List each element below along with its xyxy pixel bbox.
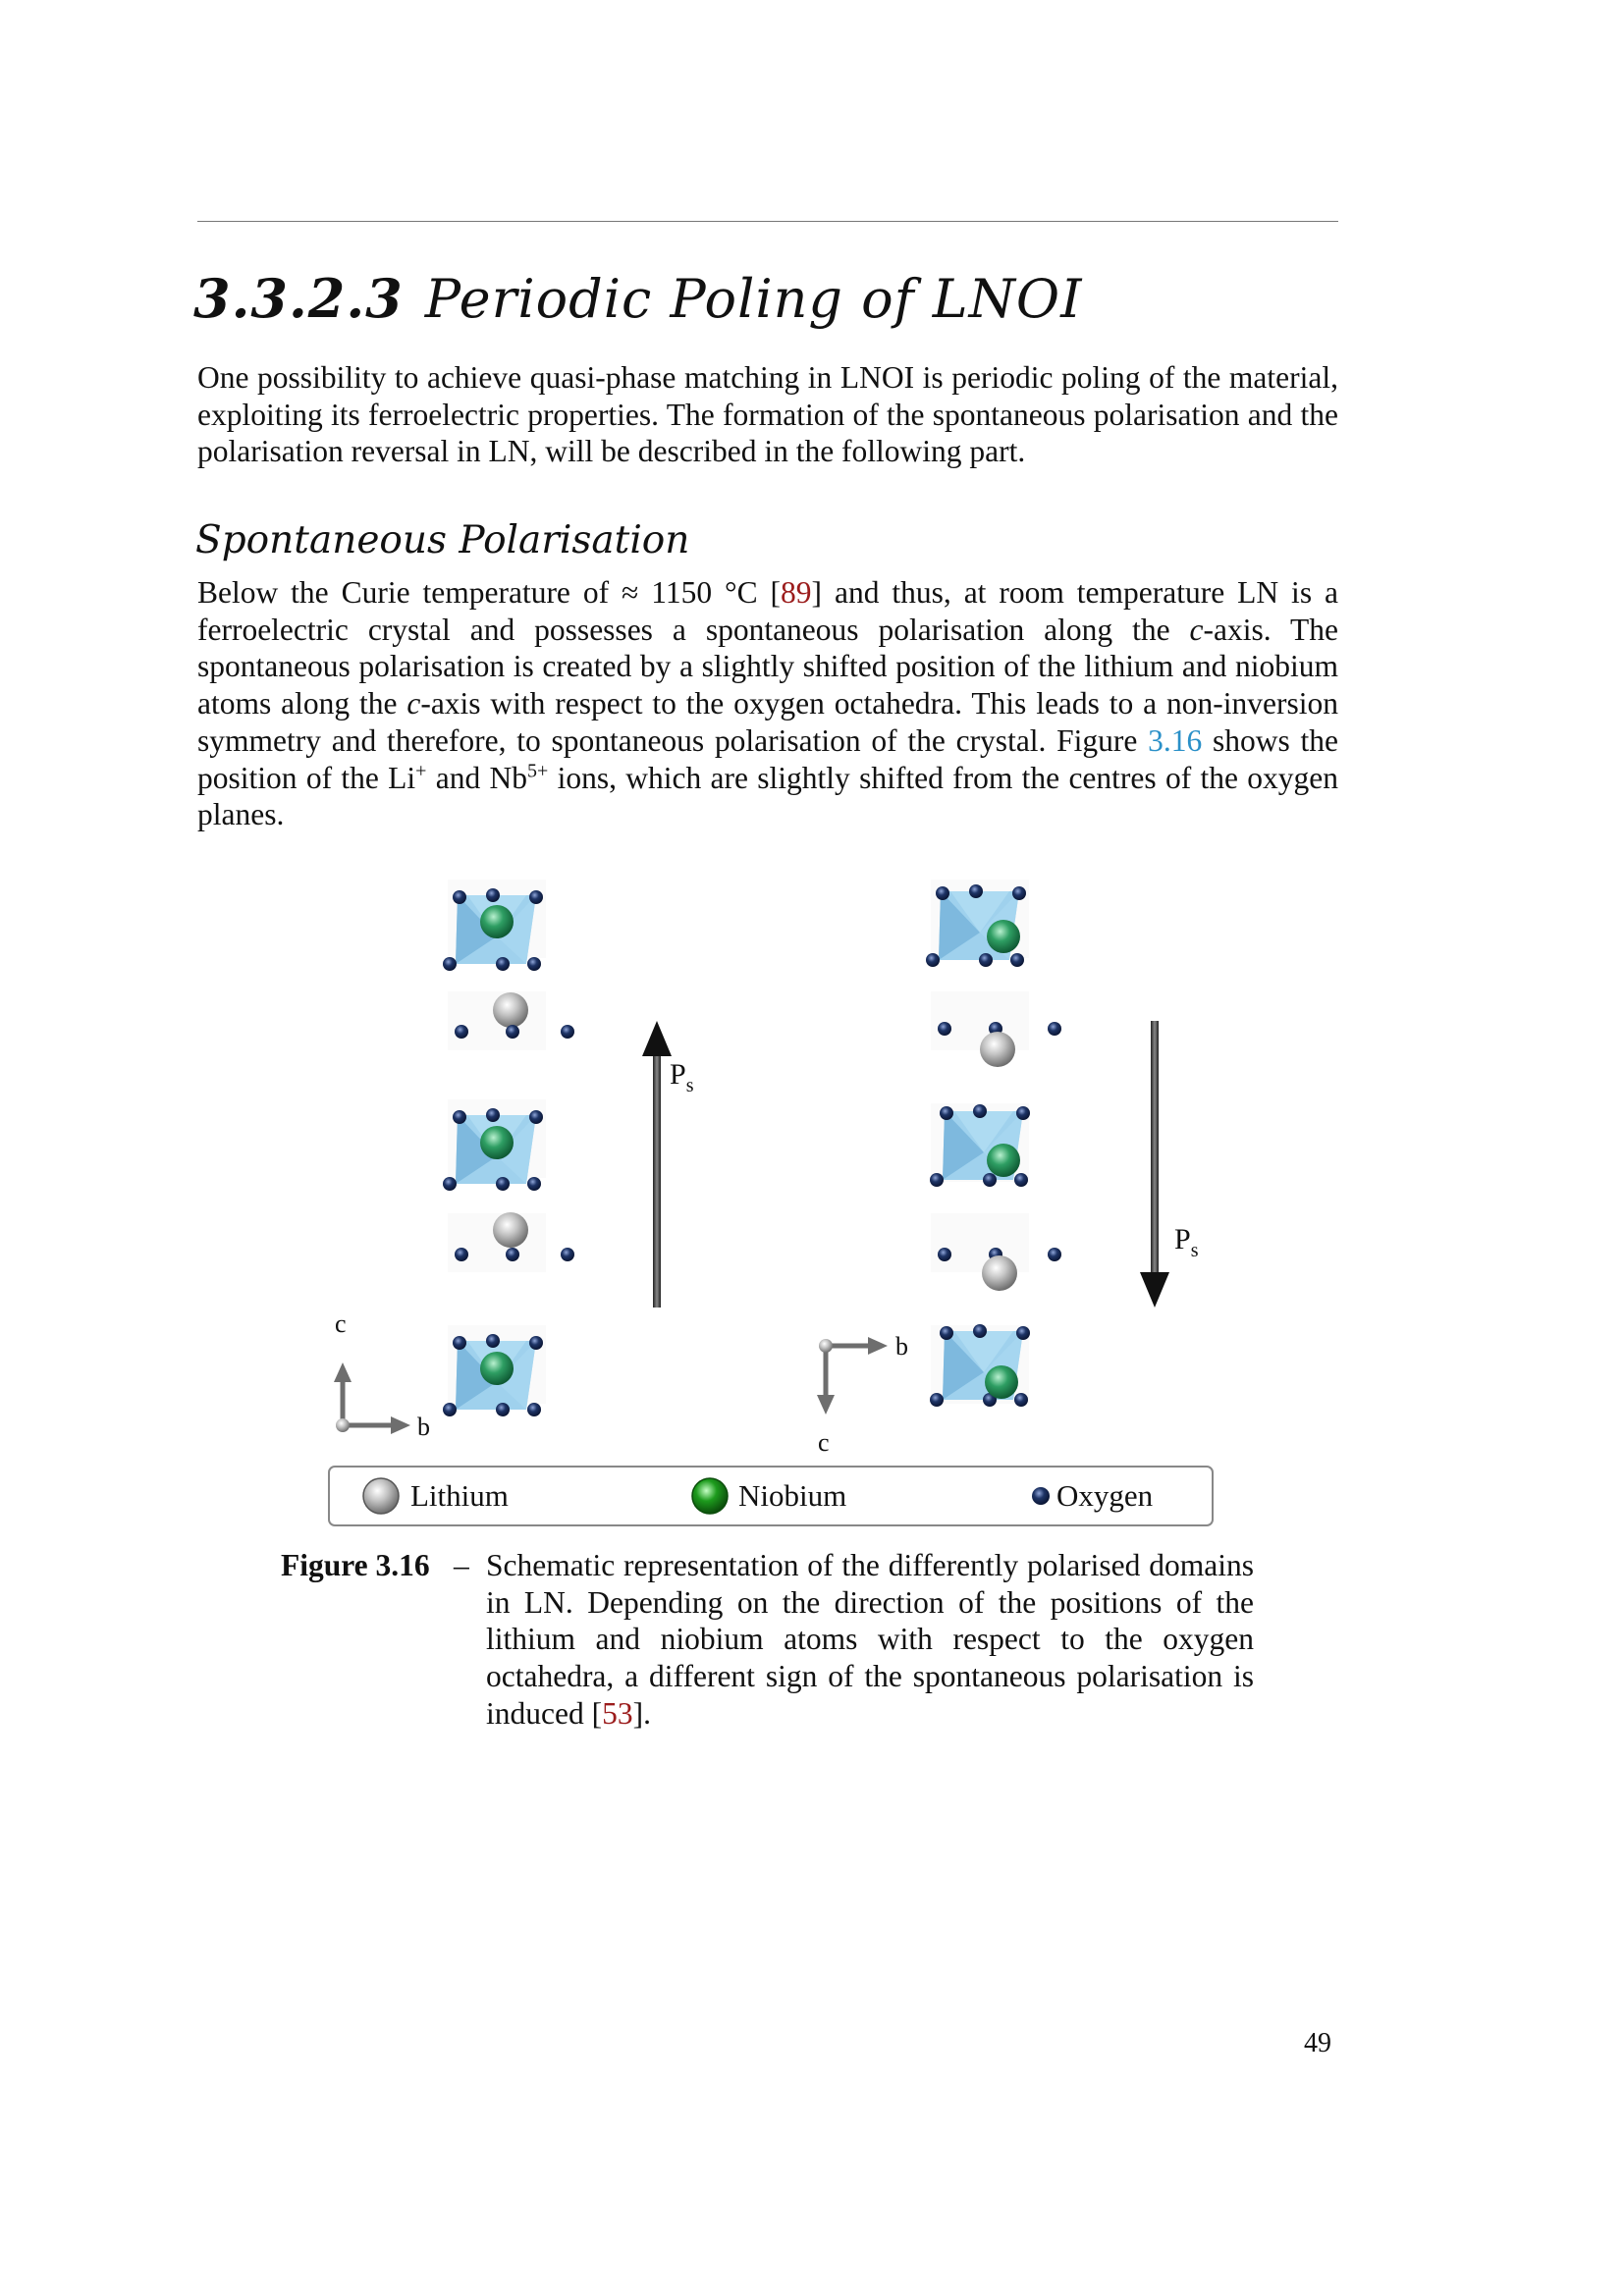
legend-niobium: Niobium	[738, 1478, 847, 1513]
axis-c-label-right: c	[818, 1428, 830, 1457]
ps-label-up: $P_s$	[670, 1058, 694, 1096]
intro-paragraph: One possibility to achieve quasi-phase matching in LNOI is periodic poling of the material, exploiting its ferroelectric properties. The formation of the spontaneous polarisation and the polarisation reversal in LN, will be described in the following part.	[197, 360, 1338, 469]
section-title: Periodic Poling of LNOI	[424, 268, 1083, 330]
polarisation-arrow-down	[1140, 1021, 1199, 1308]
figure-3-16	[324, 864, 1227, 1531]
axis-left	[334, 1309, 430, 1441]
header-rule	[197, 221, 1338, 222]
section-heading	[193, 267, 1083, 330]
axis-b-label-right: b	[895, 1332, 908, 1361]
left-domain	[443, 880, 574, 1416]
axis-c-label-left: c	[335, 1309, 347, 1338]
axis-right	[817, 1332, 908, 1457]
citation-link[interactable]: 89	[781, 575, 812, 610]
caption-text: Schematic representation of the differently polarised domains in LN. Depending on the direction of the positions of the lithium and niobium atoms with respect to the oxygen octahedra, a different sign of the spontaneous polarisation is induced [53].	[486, 1548, 1254, 1731]
crystal-structure-figure	[324, 864, 1227, 1531]
page-number: 49	[1304, 2028, 1331, 2058]
body-paragraph: Below the Curie temperature of ≈ 1150 °C [89] and thus, at room temperature LN is a ferroelectric crystal and possesses a spontaneous polarisation along the c-axis. The spontaneous polarisation is created by a slightly shifted position of the lithium and niobium atoms along the c-axis with respect to the oxygen octahedra. This leads to a non-inversion symmetry and therefore, to spontaneous polarisation of the crystal. Figure 3.16 shows the position of the Li+ and $Nb^{5+}$ ions, which are slightly shifted from the centres of the oxygen planes.	[197, 575, 1339, 832]
right-domain	[926, 880, 1061, 1407]
subsection-heading: Spontaneous Polarisation	[195, 518, 690, 562]
axis-b-label-left: b	[417, 1413, 430, 1441]
ps-label-down: $P_s$	[1174, 1223, 1199, 1261]
section-number: 3.3.2.3	[193, 267, 404, 330]
legend-lithium: Lithium	[410, 1478, 509, 1513]
legend-oxygen: Oxygen	[1056, 1478, 1154, 1513]
caption-dash: –	[454, 1548, 469, 1582]
caption-citation-link[interactable]: 53	[602, 1695, 633, 1731]
figure-link[interactable]: 3.16	[1148, 722, 1203, 758]
polarisation-arrow-up	[642, 1021, 694, 1308]
figure-legend	[329, 1467, 1213, 1525]
caption-label: Figure 3.16	[281, 1548, 430, 1582]
